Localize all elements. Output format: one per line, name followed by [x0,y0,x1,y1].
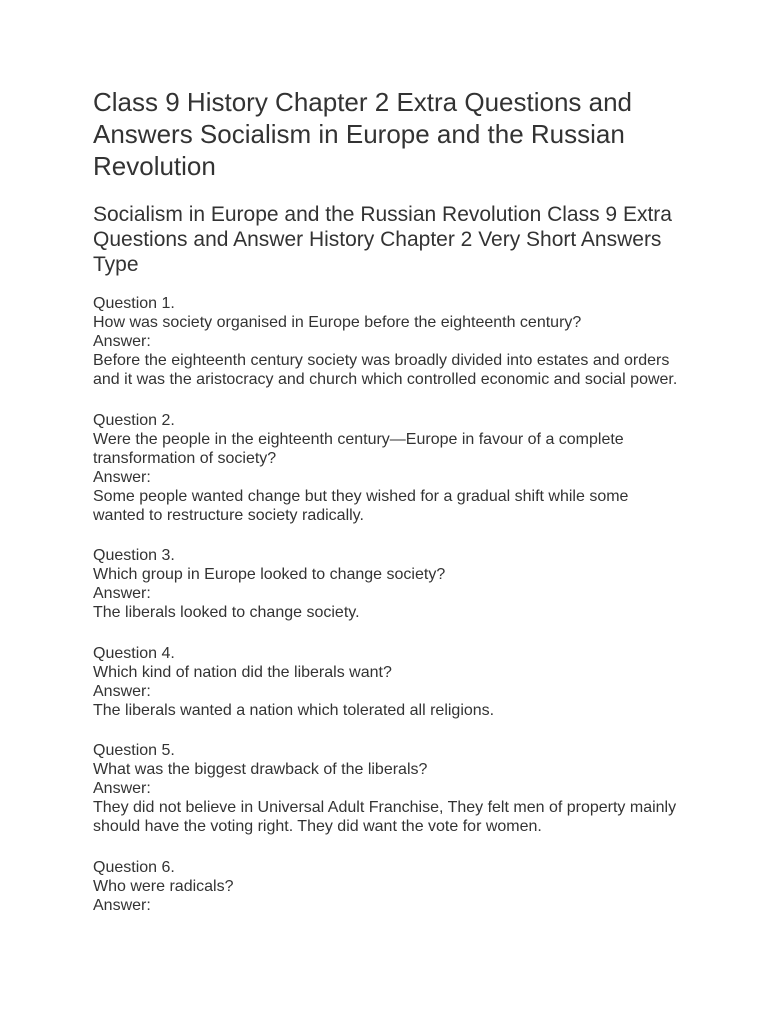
answer-label: Answer: [93,468,151,486]
question-block [93,858,683,915]
question-block [93,411,683,525]
question-block [93,644,683,720]
question-label: Question 5. [93,742,175,759]
question-label: Question 3. [93,547,175,564]
answer-text: The liberals looked to change society. [93,604,360,621]
question-block [93,546,683,622]
answer-label: Answer: [93,585,151,602]
answer-text: Before the eighteenth century society was broadly divided into estates and orders and it was the aristocracy and church which controlled economic and social power. [93,352,678,388]
answer-text: Some people wanted change but they wished for a gradual shift while some wanted to restructure society radically. [93,487,629,524]
answer-label: Answer: [93,780,151,797]
page-title: Class 9 History Chapter 2 Extra Questions and Answers Socialism in Europe and the Russian Revolution [93,87,633,181]
question-text: Who were radicals? [93,877,234,895]
question-text: Which kind of nation did the liberals want? [93,663,392,681]
answer-text: The liberals wanted a nation which tolerated all religions. [93,701,495,719]
answer-label: Answer: [93,682,151,700]
question-text: Were the people in the eighteenth century—Europe in favour of a complete transformation of society? [93,430,624,467]
question-label: Question 2. [93,411,175,429]
question-label: Question 4. [93,644,175,662]
question-block [93,294,683,389]
answer-label: Answer: [93,333,151,350]
section-subtitle: Socialism in Europe and the Russian Revolution Class 9 Extra Questions and Answer History Chapter 2 Very Short Answers Type [93,203,672,276]
question-label: Question 6. [93,858,175,876]
question-text: What was the biggest drawback of the liberals? [93,761,428,778]
answer-text: They did not believe in Universal Adult Franchise, They felt men of property mainly should have the voting right. They did want the vote for women. [93,799,677,835]
question-text: Which group in Europe looked to change society? [93,566,446,583]
question-list [93,294,683,915]
document-page [93,86,683,936]
answer-label: Answer: [93,896,151,914]
question-block [93,741,683,836]
question-label: Question 1. [93,295,175,312]
question-text: How was society organised in Europe before the eighteenth century? [93,314,582,331]
